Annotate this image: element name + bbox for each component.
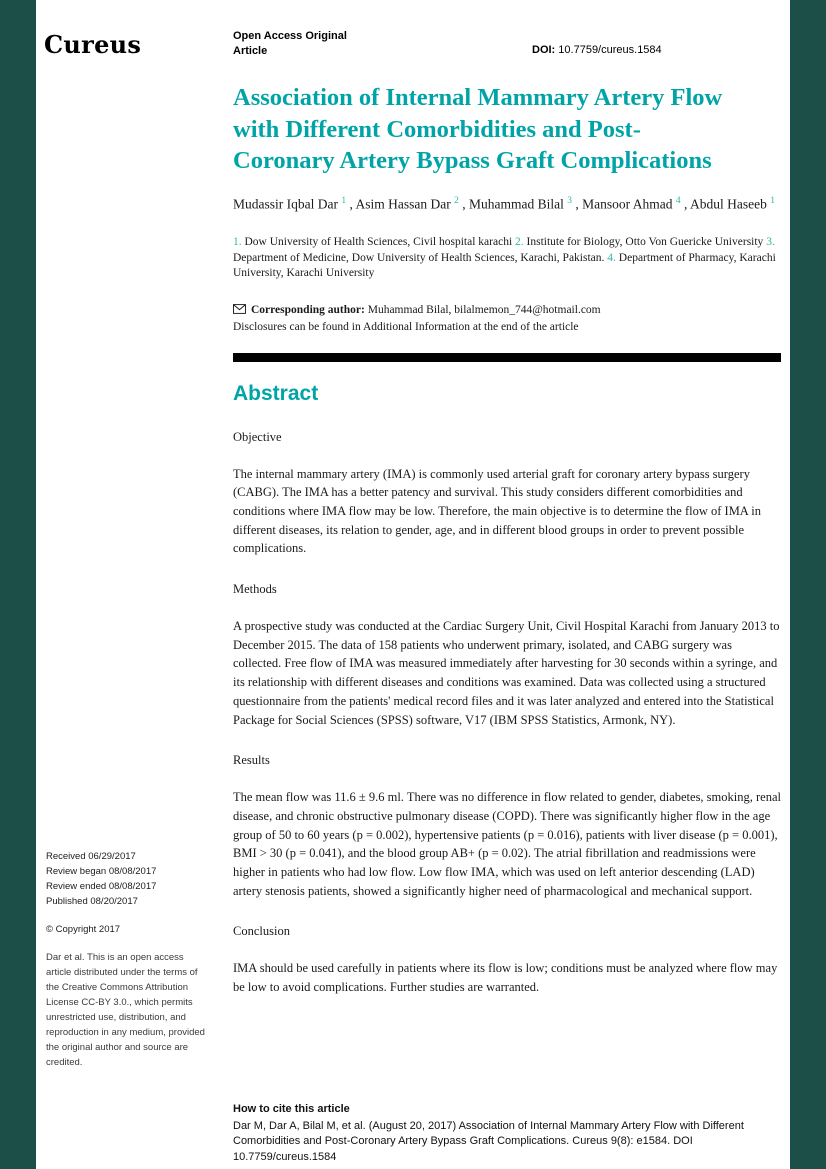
corresponding-author-line xyxy=(233,304,781,316)
article-type-label: Open Access Original Article xyxy=(233,30,347,57)
section-heading: Methods xyxy=(233,582,277,597)
review-date: Review began 08/08/2017 xyxy=(46,866,157,877)
corresponding-label: Corresponding author: xyxy=(251,303,365,316)
affiliation-number: 4. xyxy=(607,251,616,264)
affiliation-number: 1. xyxy=(233,236,242,248)
disclosures-line: Disclosures can be found in Additional Information at the end of the article xyxy=(233,320,579,333)
section-heading: Results xyxy=(233,753,270,768)
author-affiliation-ref: 1 xyxy=(770,195,775,206)
doi-label: DOI: xyxy=(532,44,556,56)
review-date: Published 08/20/2017 xyxy=(46,896,138,907)
corresponding-name: Muhammad Bilal, xyxy=(367,303,455,316)
corresponding-email[interactable]: bilalmemon_744@hotmail.com xyxy=(454,303,601,316)
review-dates-block xyxy=(46,849,206,1070)
article-main-column xyxy=(233,82,781,997)
section-divider xyxy=(233,353,781,362)
doi-value[interactable]: 10.7759/cureus.1584 xyxy=(558,44,662,56)
section-paragraph: IMA should be used carefully in patients where its flow is low; conditions must be analyzed where flow may be low to avoid complications. Further studies are warranted. xyxy=(233,961,778,995)
article-title: Association of Internal Mammary Artery Flow with Different Comorbidities and Post-Coronary Artery Bypass Graft Complications xyxy=(233,84,723,174)
dates-list xyxy=(46,849,206,909)
author-affiliation-ref: 1 xyxy=(341,195,347,206)
cureus-logo: Cureus xyxy=(44,30,142,59)
section-heading: Conclusion xyxy=(233,924,290,939)
abstract-heading: Abstract xyxy=(233,381,319,405)
section-paragraph: A prospective study was conducted at the Cardiac Surgery Unit, Civil Hospital Karachi from January 2013 to December 2015. The data of 158 patients who underwent primary, isolated, and CABG surgery was collected. Free flow of IMA was measured immediately after harvesting for 30 seconds within a syringe, and its relationship with different diseases and conditions was examined. Data was collected using a structured questionnaire from the patients' medical record files and it was later analyzed and entered into the Statistical Package for Social Sciences (SPSS) software, V17 (IBM SPSS Statistics, Armonk, NY). xyxy=(233,619,780,727)
section-heading: Objective xyxy=(233,429,282,444)
author-affiliation-ref: 2 xyxy=(454,195,459,206)
cite-heading: How to cite this article xyxy=(233,1103,350,1115)
left-edge-bar xyxy=(0,0,36,1169)
copyright-title: © Copyright 2017 xyxy=(46,924,121,935)
section-paragraph: The mean flow was 11.6 ± 9.6 ml. There was no difference in flow related to gender, diabetes, smoking, renal disease, and chronic obstructive pulmonary disease (COPD). There was significantly higher flow in the age group of 50 to 60 years (p = 0.002), hypertensive patients (p = 0.016), patients with liver disease (p = 0.001), BMI > 30 (p = 0.041), and the blood group AB+ (p = 0.02). The atrial fibrillation and readmissions were higher in patients who had low flow. Low flow IMA, which was used on left anterior descending (LAD) artery stenosis patients, showed a significantly higher need of pharmacological and mechanical support. xyxy=(233,790,781,898)
envelope-icon xyxy=(233,304,246,314)
copyright-text: Dar et al. This is an open access article distributed under the terms of the Creative Commons Attribution License CC-BY 3.0., which permits unrestricted use, distribution, and reproduction in any medium, provided the original author and source are credited. xyxy=(46,952,205,1068)
author-affiliation-ref: 4 xyxy=(675,195,681,206)
review-date: Review ended 08/08/2017 xyxy=(46,881,157,892)
citation-text: Dar M, Dar A, Bilal M, et al. (August 20, 2017) Association of Internal Mammary Artery Flow with Different Comorbidities and Post-Coronary Artery Bypass Graft Complications. Cureus 9(8): e1584. DOI 10.7759/cureus.1584 xyxy=(233,1119,744,1163)
affiliation-number: 2. xyxy=(515,236,524,248)
authors-line: Mudassir Iqbal Dar $^1$ , Asim Hassan Dar $^2$ , Muhammad Bilal $^3$ , Mansoor Ahmad $^4$ , Abdul Haseeb $^1$ xyxy=(233,195,775,211)
right-edge-bar xyxy=(790,0,826,1169)
affiliation-number: 3. xyxy=(766,236,775,248)
affiliations: 1. Dow University of Health Sciences, Civil hospital karachi 2. Institute for Biology, Otto Von Guericke University 3. Department of Medicine, Dow University of Health Sciences, Karachi, Pakistan. 4. Department of Pharmacy, Karachi University, Karachi University xyxy=(233,236,776,279)
doi-line xyxy=(532,44,662,56)
section-paragraph: The internal mammary artery (IMA) is commonly used arterial graft for coronary artery bypass surgery (CABG). The IMA has a better patency and survival. This study considers different comorbidities and conditions where IMA flow may be low. Therefore, the main objective is to determine the flow of IMA in different diseases, its relation to gender, age, and in different blood groups in order to prevent possible complications. xyxy=(233,466,761,556)
citation-block xyxy=(233,1102,785,1165)
abstract-sections xyxy=(233,430,781,997)
author-affiliation-ref: 3 xyxy=(567,195,572,206)
review-date: Received 06/29/2017 xyxy=(46,851,136,862)
